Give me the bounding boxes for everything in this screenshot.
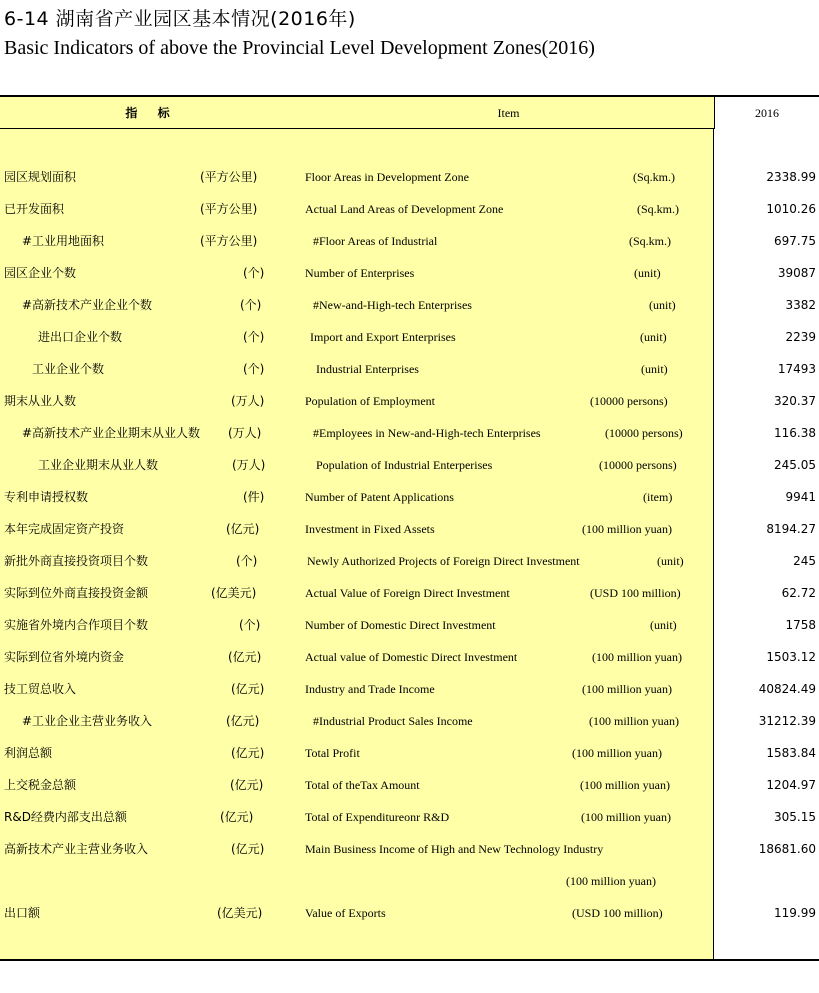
row-unit-cn: (平方公里) [200,170,258,184]
row-unit-en: (10000 persons) [599,458,677,472]
row-unit-en: (unit) [657,554,684,568]
row-item-en: #New-and-High-tech Enterprises [313,298,472,312]
table-row [0,769,819,801]
row-indicator-cn: 实际到位省外境内资金 [4,650,125,664]
row-unit-en: (100 million yuan) [589,714,679,728]
table-row [0,705,819,737]
table-title-english: Basic Indicators of above the Provincial Level Development Zones(2016) [4,37,595,59]
row-item-en: Total of theTax Amount [305,778,420,792]
row-unit-cn: (亿元) [226,522,260,536]
row-unit-en: (USD 100 million) [590,586,681,600]
row-indicator-cn: 高新技术产业主营业务收入 [4,842,149,856]
row-unit-en: (10000 persons) [590,394,668,408]
table-row [0,833,819,865]
row-value-2016: 305.15 [774,810,816,824]
table-row [0,897,819,929]
row-value-2016: 320.37 [774,394,816,408]
row-unit-cn: (万人) [231,394,265,408]
row-value-2016: 2338.99 [766,170,816,184]
row-indicator-cn: 园区规划面积 [4,170,77,184]
row-unit-en: (item) [643,490,673,504]
table-row [0,641,819,673]
row-item-en: Total of Expenditureonr R&D [305,810,450,824]
row-unit-en: (100 million yuan) [582,522,672,536]
row-value-2016: 40824.49 [758,682,816,696]
row-unit-en: (100 million yuan) [581,810,671,824]
row-value-2016: 62.72 [781,586,816,600]
row-value-2016: 9941 [785,490,816,504]
row-unit-cn: (亿元) [231,682,265,696]
row-unit-cn: (平方公里) [200,234,258,248]
row-unit-en: (10000 persons) [605,426,683,440]
row-indicator-cn: 实际到位外商直接投资金额 [4,586,149,600]
row-unit-cn: (个) [243,362,265,376]
row-unit-cn: (万人) [232,458,266,472]
table-row [0,385,819,417]
row-unit-cn: (个) [236,554,258,568]
row-value-2016: 18681.60 [758,842,816,856]
row-unit-en: (100 million yuan) [572,746,662,760]
row-item-en: Population of Employment [305,394,435,408]
table-row [0,737,819,769]
row-indicator-cn: 利润总额 [4,746,53,760]
row-item-en: Number of Patent Applications [305,490,454,504]
row-item-en: Investment in Fixed Assets [305,522,435,536]
row-value-2016: 1583.84 [766,746,816,760]
row-item-en: Population of Industrial Enterperises [316,458,493,472]
table-row [0,321,819,353]
row-value-2016: 116.38 [774,426,816,440]
row-unit-en: (Sq.km.) [637,202,679,216]
table-row [0,161,819,193]
table-bottom-rule [0,959,819,961]
row-unit-cn: (亿美元) [217,906,263,920]
row-item-en: Total Profit [305,746,360,760]
table-row [0,673,819,705]
table-header [0,95,819,129]
row-indicator-cn: #工业企业主营业务收入 [22,714,153,728]
data-table [0,95,819,961]
row-unit-en: (unit) [640,330,667,344]
row-unit-cn: (个) [243,266,265,280]
row-value-2016: 39087 [777,266,816,280]
row-unit-en: (Sq.km.) [629,234,671,248]
row-unit-cn: (亿美元) [211,586,257,600]
row-unit-cn: (个) [240,298,262,312]
row-unit-en: (unit) [649,298,676,312]
row-indicator-cn: 期末从业人数 [4,394,77,408]
row-value-2016: 2239 [785,330,816,344]
row-indicator-cn: 工业企业个数 [32,362,105,376]
row-unit-en: (unit) [650,618,677,632]
row-item-en: Main Business Income of High and New Technology Industry [305,842,604,856]
row-unit-cn: (亿元) [231,842,265,856]
row-indicator-cn: 已开发面积 [4,202,65,216]
header-indicator: 指 标 [125,106,178,120]
row-value-2016: 8194.27 [766,522,816,536]
table-row [0,481,819,513]
row-unit-cn: (亿元) [228,650,262,664]
row-indicator-cn: 专利申请授权数 [4,490,89,504]
row-item-en: Actual Value of Foreign Direct Investment [305,586,510,600]
row-item-en: Industrial Enterprises [316,362,419,376]
row-item-en: Value of Exports [305,906,386,920]
table-row [0,225,819,257]
row-value-2016: 17493 [777,362,816,376]
row-value-2016: 31212.39 [758,714,816,728]
row-value-2016: 3382 [785,298,816,312]
row-value-2016: 1758 [785,618,816,632]
header-year: 2016 [714,97,819,129]
row-indicator-cn: #高新技术产业企业个数 [22,298,153,312]
row-item-en: Import and Export Enterprises [310,330,456,344]
row-unit-cn: (个) [239,618,261,632]
row-item-en: Actual value of Domestic Direct Investment [305,650,518,664]
row-unit-en: (100 million yuan) [580,778,670,792]
table-row [0,865,819,897]
row-value-2016: 119.99 [774,906,816,920]
row-indicator-cn: 本年完成固定资产投资 [4,522,125,536]
row-indicator-cn: 实施省外境内合作项目个数 [4,618,149,632]
row-item-en: Newly Authorized Projects of Foreign Direct Investment [307,554,580,568]
row-value-2016: 697.75 [774,234,816,248]
row-unit-en: (100 million yuan) [582,682,672,696]
row-indicator-cn: 园区企业个数 [4,266,77,280]
row-unit-en: (USD 100 million) [572,906,663,920]
row-unit-cn: (亿元) [230,778,264,792]
row-indicator-cn: R&D经费内部支出总额 [4,810,127,824]
table-row [0,353,819,385]
row-indicator-cn: 技工贸总收入 [4,682,77,696]
row-value-2016: 245.05 [774,458,816,472]
row-unit-cn: (亿元) [226,714,260,728]
row-unit-en: (100 million yuan) [566,874,656,888]
row-value-2016: 1010.26 [766,202,816,216]
row-indicator-cn: 出口额 [4,906,41,920]
table-row [0,449,819,481]
table-row [0,513,819,545]
row-unit-cn: (个) [243,330,265,344]
table-row [0,545,819,577]
row-unit-en: (Sq.km.) [633,170,675,184]
row-value-2016: 1204.97 [766,778,816,792]
table-title-chinese: 6-14 湖南省产业园区基本情况(2016年) [4,8,356,30]
row-item-en: Actual Land Areas of Development Zone [305,202,504,216]
row-indicator-cn: 上交税金总额 [4,778,77,792]
row-unit-cn: (件) [243,490,265,504]
row-indicator-cn: #工业用地面积 [22,234,105,248]
row-unit-en: (unit) [634,266,661,280]
row-item-en: Industry and Trade Income [305,682,435,696]
row-unit-cn: (亿元) [231,746,265,760]
row-value-2016: 1503.12 [766,650,816,664]
table-row [0,577,819,609]
table-row [0,193,819,225]
row-indicator-cn: 新批外商直接投资项目个数 [4,554,149,568]
table-row [0,417,819,449]
row-indicator-cn: 进出口企业个数 [38,330,123,344]
table-row [0,801,819,833]
table-row [0,289,819,321]
row-item-en: #Industrial Product Sales Income [313,714,473,728]
row-unit-cn: (亿元) [220,810,254,824]
table-row [0,257,819,289]
row-item-en: #Employees in New-and-High-tech Enterprises [313,426,541,440]
row-item-en: Floor Areas in Development Zone [305,170,469,184]
table-row [0,609,819,641]
row-item-en: Number of Domestic Direct Investment [305,618,496,632]
row-unit-en: (100 million yuan) [592,650,682,664]
row-unit-cn: (万人) [228,426,262,440]
row-value-2016: 245 [793,554,816,568]
row-indicator-cn: #高新技术产业企业期末从业人数 [22,426,201,440]
row-item-en: #Floor Areas of Industrial [313,234,438,248]
row-unit-en: (unit) [641,362,668,376]
row-indicator-cn: 工业企业期末从业人数 [38,458,159,472]
header-item: Item [497,106,520,120]
row-item-en: Number of Enterprises [305,266,415,280]
row-unit-cn: (平方公里) [200,202,258,216]
